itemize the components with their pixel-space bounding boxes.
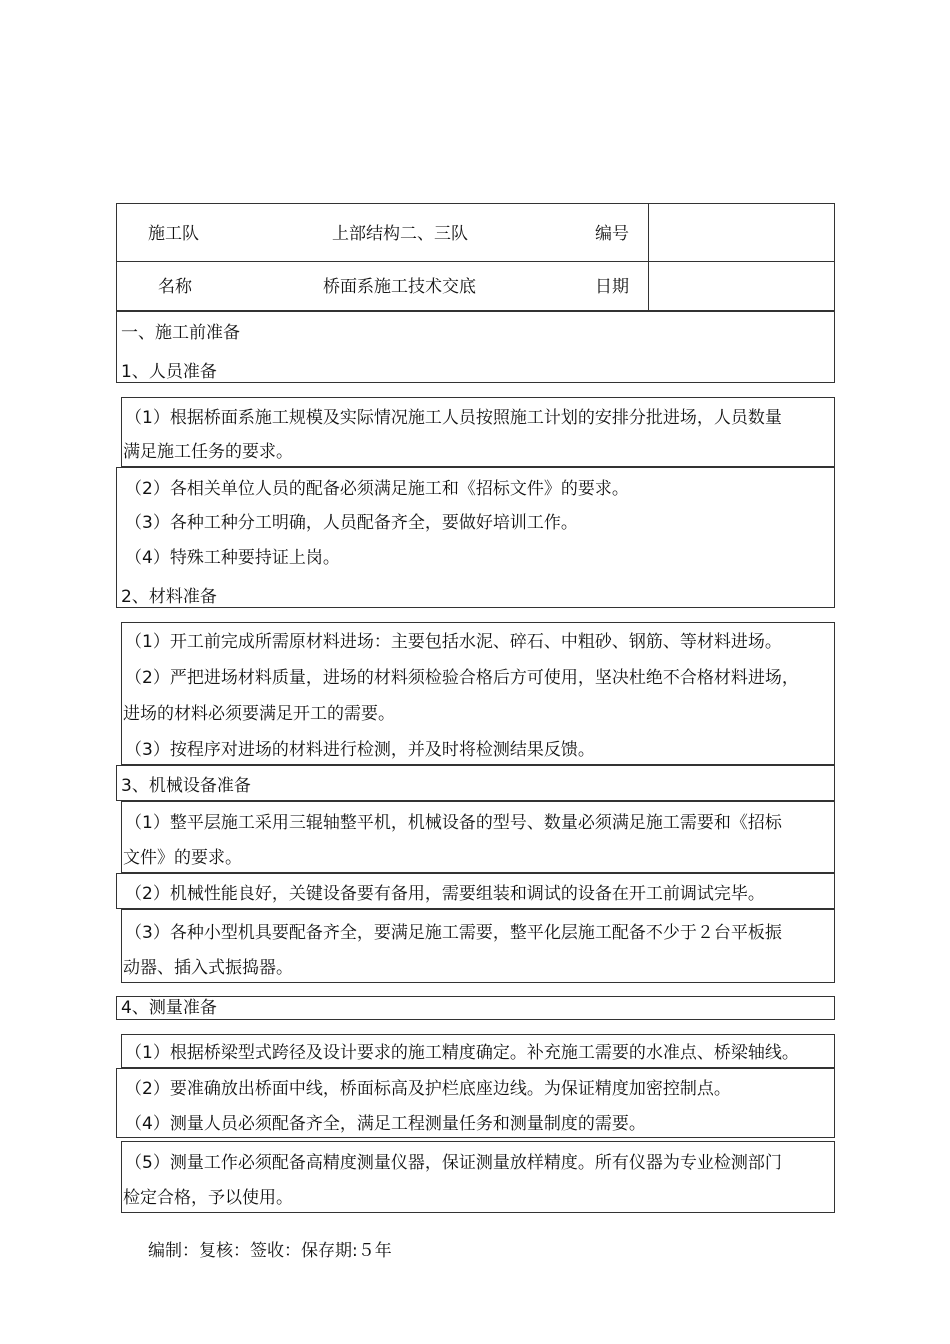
survey-item4: （4）测量人员必须配备齐全，满足工程测量任务和测量制度的需要。 — [125, 1114, 646, 1134]
section-title-box — [116, 311, 835, 383]
personnel-item2: （2）各相关单位人员的配备必须满足施工和《招标文件》的要求。 — [125, 479, 629, 499]
personnel-item1-line1: （1）根据桥面系施工规模及实际情况施工人员按照施工计划的安排分批进场，人员数量 — [125, 408, 782, 428]
personnel-heading: 1、人员准备 — [121, 362, 217, 382]
name-value: 桥面系施工技术交底 — [323, 277, 476, 297]
materials-heading: 2、材料准备 — [121, 587, 217, 607]
survey-item5-line2: 检定合格，予以使用。 — [123, 1188, 293, 1208]
equipment-item2: （2）机械性能良好，关键设备要有备用，需要组装和调试的设备在开工前调试完毕。 — [125, 884, 765, 904]
survey-heading: 4、测量准备 — [121, 998, 217, 1018]
survey-item5-line1: （5）测量工作必须配备高精度测量仪器，保证测量放样精度。所有仪器为专业检测部门 — [125, 1153, 782, 1173]
header-column-divider — [648, 203, 649, 311]
header-row-divider — [116, 261, 835, 262]
materials-item3: （3）按程序对进场的材料进行检测，并及时将检测结果反馈。 — [125, 740, 595, 760]
personnel-item4: （4）特殊工种要持证上岗。 — [125, 548, 340, 568]
survey-item2: （2）要准确放出桥面中线，桥面标高及护栏底座边线。为保证精度加密控制点。 — [125, 1079, 731, 1099]
personnel-item1-line2: 满足施工任务的要求。 — [123, 442, 293, 462]
number-label: 编号 — [595, 224, 629, 244]
materials-item2-line1: （2）严把进场材料质量，进场的材料须检验合格后方可使用，坚决杜绝不合格材料进场， — [125, 668, 799, 688]
equipment-item1-line2: 文件》的要求。 — [123, 848, 242, 868]
personnel-item3: （3）各种工种分工明确，人员配备齐全，要做好培训工作。 — [125, 513, 578, 533]
equipment-item3-line1: （3）各种小型机具要配备齐全，要满足施工需要，整平化层施工配备不少于２台平板振 — [125, 923, 782, 943]
signature-line: 编制：复核：签收：保存期:５年 — [148, 1241, 392, 1261]
equipment-item1-line1: （1）整平层施工采用三辊轴整平机，机械设备的型号、数量必须满足施工需要和《招标 — [125, 813, 782, 833]
team-label: 施工队 — [148, 224, 199, 244]
materials-item2-line2: 进场的材料必须要满足开工的需要。 — [123, 704, 395, 724]
materials-item1: （1）开工前完成所需原材料进场：主要包括水泥、碎石、中粗砂、钢筋、等材料进场。 — [125, 632, 782, 652]
survey-heading-box — [116, 996, 835, 1020]
equipment-heading: 3、机械设备准备 — [121, 776, 251, 796]
section-title: 一、施工前准备 — [121, 323, 240, 343]
date-label: 日期 — [595, 277, 629, 297]
team-value: 上部结构二、三队 — [332, 224, 468, 244]
name-label: 名称 — [158, 277, 192, 297]
survey-item1: （1）根据桥梁型式跨径及设计要求的施工精度确定。补充施工需要的水准点、桥梁轴线。 — [125, 1043, 799, 1063]
equipment-item3-line2: 动器、插入式振捣器。 — [123, 958, 293, 978]
